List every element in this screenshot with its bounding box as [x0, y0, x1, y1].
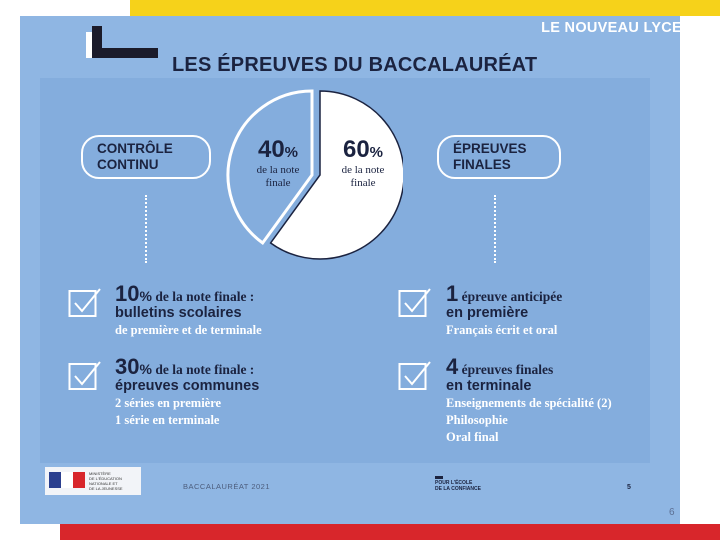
pie-label-40 — [242, 136, 314, 190]
ministry-name — [89, 471, 137, 491]
item-title: en terminale — [446, 378, 532, 394]
item-title: bulletins scolaires — [115, 305, 242, 321]
item-detail: de première et de terminale — [115, 323, 262, 337]
item-epreuves-finales — [446, 354, 612, 446]
item-epreuves-communes — [115, 354, 260, 429]
item-percent: % — [139, 361, 152, 377]
ministry-line: MINISTÈRE — [89, 471, 111, 476]
item-heading: de la note finale : — [151, 289, 255, 304]
checkbox-icon — [68, 288, 102, 318]
bottom-red-band — [60, 524, 720, 540]
pct-caption: de la note — [256, 164, 300, 176]
item-detail: 1 série en terminale — [115, 413, 220, 427]
pct-symbol: % — [369, 144, 384, 161]
pct-caption: finale — [265, 177, 291, 189]
pie-label-60 — [328, 136, 398, 190]
item-number: 4 — [446, 354, 459, 379]
item-number: 10 — [115, 281, 140, 306]
confiance-text — [435, 480, 481, 492]
item-detail: Enseignements de spécialité (2) — [446, 396, 612, 410]
slide-page-number: 5 — [627, 484, 631, 491]
bracket-logo-horizontal — [92, 48, 158, 58]
ministry-line: DE L'ÉDUCATION — [89, 476, 122, 481]
item-percent: % — [139, 288, 152, 304]
confiance-line: POUR L'ÉCOLE — [435, 480, 473, 486]
document-page-number: 6 — [669, 507, 675, 518]
epreuves-finales-pill — [437, 135, 561, 179]
logo-bar — [435, 476, 443, 479]
pct-value: 40 — [257, 136, 285, 163]
pct-caption: de la note — [341, 164, 385, 176]
pill-line: CONTRÔLE — [97, 141, 173, 156]
item-detail: Philosophie — [446, 413, 508, 427]
dotted-connector-left — [145, 195, 147, 263]
pct-symbol: % — [284, 144, 299, 161]
item-number: 1 — [446, 281, 459, 306]
controle-continu-pill — [81, 135, 211, 179]
item-title: en première — [446, 305, 529, 321]
pct-value: 60 — [342, 136, 370, 163]
item-heading: épreuves finales — [458, 362, 554, 377]
top-yellow-band — [130, 0, 720, 16]
pill-line: CONTINU — [97, 157, 159, 172]
dotted-connector-right — [494, 195, 496, 263]
checkbox-icon — [398, 288, 432, 318]
item-heading: de la note finale : — [151, 362, 255, 377]
brand-label: LE NOUVEAU LYCEE — [541, 20, 692, 36]
republique-francaise-flag-icon — [49, 472, 85, 488]
confiance-line: DE LA CONFIANCE — [435, 486, 481, 492]
baccalaureat-year-label: BACCALAURÉAT 2021 — [183, 482, 271, 491]
item-detail: Oral final — [446, 430, 499, 444]
checkbox-icon — [398, 361, 432, 391]
item-detail: Français écrit et oral — [446, 323, 558, 337]
ministry-line: NATIONALE ET — [89, 481, 118, 486]
pill-line: FINALES — [453, 157, 511, 172]
item-number: 30 — [115, 354, 140, 379]
item-bulletins — [115, 281, 262, 339]
pct-caption: finale — [350, 177, 376, 189]
pill-line: ÉPREUVES — [453, 141, 527, 156]
item-epreuve-anticipee — [446, 281, 563, 339]
slide-title: LES ÉPREUVES DU BACCALAURÉAT — [172, 54, 538, 76]
ministry-line: DE LA JEUNESSE — [89, 486, 123, 491]
item-heading: épreuve anticipée — [458, 289, 563, 304]
checkbox-icon — [68, 361, 102, 391]
item-detail: 2 séries en première — [115, 396, 222, 410]
ecole-confiance-logo — [435, 476, 543, 498]
ministry-logo — [45, 467, 141, 495]
item-title: épreuves communes — [115, 378, 260, 394]
